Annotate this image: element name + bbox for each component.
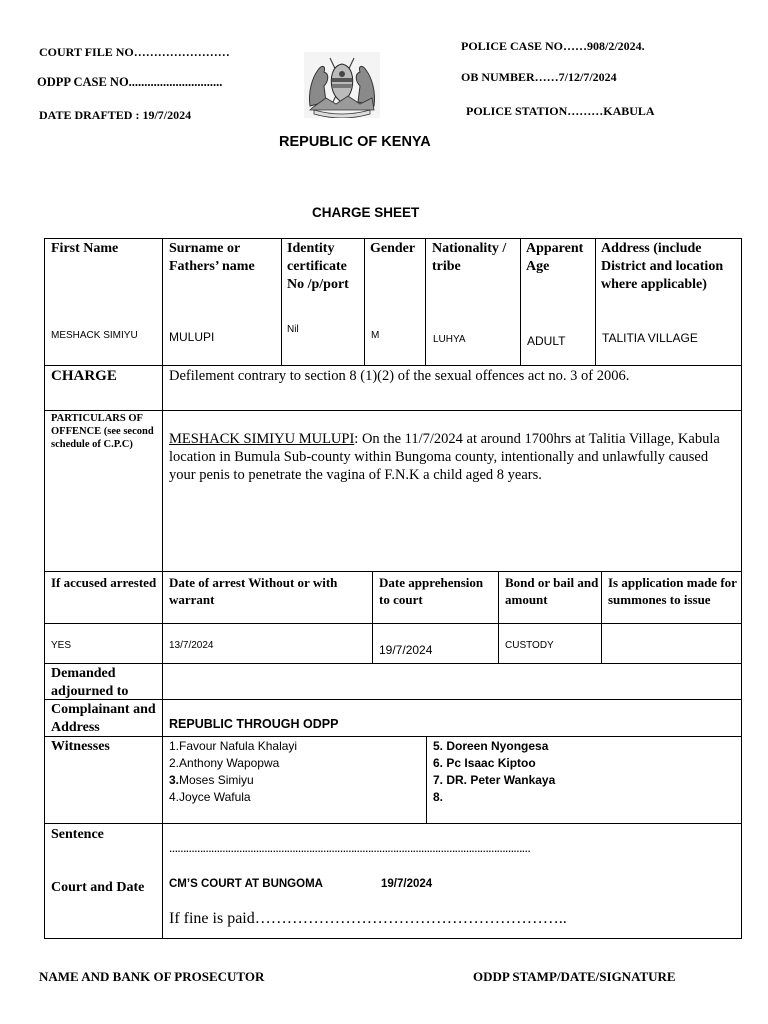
complainant-label: Complainant and Address bbox=[51, 702, 156, 735]
header-nationality: Nationality / tribe bbox=[432, 241, 507, 274]
court-date: 19/7/2024 bbox=[381, 878, 433, 890]
date-drafted: DATE DRAFTED : 19/7/2024 bbox=[39, 108, 192, 122]
witness-item: 7. DR. Peter Wankaya bbox=[433, 773, 556, 787]
witness-item: 8. bbox=[433, 790, 444, 804]
charge-label: CHARGE bbox=[51, 368, 117, 384]
court-file-no: COURT FILE NO…………………… bbox=[39, 45, 230, 59]
witnesses-label: Witnesses bbox=[51, 739, 110, 754]
value-address: TALITIA VILLAGE bbox=[602, 331, 698, 345]
demanded-label: Demanded adjourned to bbox=[51, 666, 129, 699]
header-address: Address (include District and location where applicable) bbox=[601, 241, 724, 292]
witness-item: 3.Moses Simiyu bbox=[169, 773, 254, 787]
ob-number: OB NUMBER……7/12/7/2024 bbox=[461, 70, 617, 84]
odpp-case-no: ODPP CASE NO.............................. bbox=[37, 75, 223, 89]
value-date-arrest: 13/7/2024 bbox=[169, 640, 214, 651]
accused-name: MESHACK SIMIYU MULUPI bbox=[169, 431, 355, 447]
value-age: ADULT bbox=[527, 334, 566, 348]
sentence-dots: ………………………………………………………………………………………………………………… bbox=[169, 844, 531, 854]
value-gender: M bbox=[371, 330, 380, 341]
header-identity: Identity certificate No /p/port bbox=[287, 241, 349, 292]
court-date-label: Court and Date bbox=[51, 880, 145, 895]
value-first-name: MESHACK SIMIYU bbox=[51, 330, 138, 341]
value-surname: MULUPI bbox=[169, 330, 215, 344]
complainant-value: REPUBLIC THROUGH ODPP bbox=[169, 717, 339, 731]
sentence-label: Sentence bbox=[51, 827, 104, 842]
value-bond: CUSTODY bbox=[505, 640, 554, 651]
witnesses-right-list bbox=[433, 738, 733, 806]
kenya-coat-of-arms-icon bbox=[304, 52, 380, 118]
witnesses-left-list bbox=[169, 738, 424, 806]
prosecutor-label: NAME AND BANK OF PROSECUTOR bbox=[39, 969, 265, 984]
header-surname: Surname or Fathers’ name bbox=[169, 241, 255, 274]
stamp-label: ODDP STAMP/DATE/SIGNATURE bbox=[473, 969, 676, 984]
value-nationality: LUHYA bbox=[433, 334, 466, 345]
header-age: Apparent Age bbox=[526, 241, 584, 274]
particulars-label: PARTICULARS OF OFFENCE (see second schedule of C.P.C) bbox=[51, 413, 154, 450]
police-station: POLICE STATION………KABULA bbox=[466, 104, 655, 118]
court-value: CM’S COURT AT BUNGOMA bbox=[169, 878, 323, 890]
particulars-text bbox=[169, 430, 737, 484]
header-first-name: First Name bbox=[51, 241, 119, 256]
witness-item: 6. Pc Isaac Kiptoo bbox=[433, 756, 536, 770]
header-summons: Is application made for summones to issue bbox=[608, 575, 737, 607]
particulars-body: : On the 11/7/2024 at around 1700hrs at Talitia Village, Kabula location in Bumula Sub-county within Bungoma county, intentionally and unlawfully caused your penis to penetrate the vagina of F.N.K a child aged 8 years. bbox=[169, 431, 720, 483]
charge-text: Defilement contrary to section 8 (1)(2) of the sexual offences act no. 3 of 2006. bbox=[169, 368, 630, 384]
header-gender: Gender bbox=[370, 241, 416, 256]
fine-text: If fine is paid………………………………………………….. bbox=[169, 910, 567, 927]
header-apprehension: Date apprehension to court bbox=[379, 575, 484, 607]
value-identity: Nil bbox=[287, 324, 299, 335]
header-date-arrest: Date of arrest Without or with warrant bbox=[169, 575, 338, 607]
header-if-arrested: If accused arrested bbox=[51, 575, 157, 590]
republic-heading: REPUBLIC OF KENYA bbox=[279, 134, 431, 150]
police-case-no: POLICE CASE NO……908/2/2024. bbox=[461, 39, 645, 53]
value-arrested: YES bbox=[51, 640, 72, 651]
value-apprehension: 19/7/2024 bbox=[379, 643, 433, 657]
witness-item: 2.Anthony Wapopwa bbox=[169, 756, 280, 770]
header-bond: Bond or bail and amount bbox=[505, 575, 599, 607]
charge-sheet-heading: CHARGE SHEET bbox=[312, 205, 420, 220]
witness-item: 1.Favour Nafula Khalayi bbox=[169, 739, 298, 753]
witness-item: 5. Doreen Nyongesa bbox=[433, 739, 549, 753]
witness-item: 4.Joyce Wafula bbox=[169, 790, 251, 804]
